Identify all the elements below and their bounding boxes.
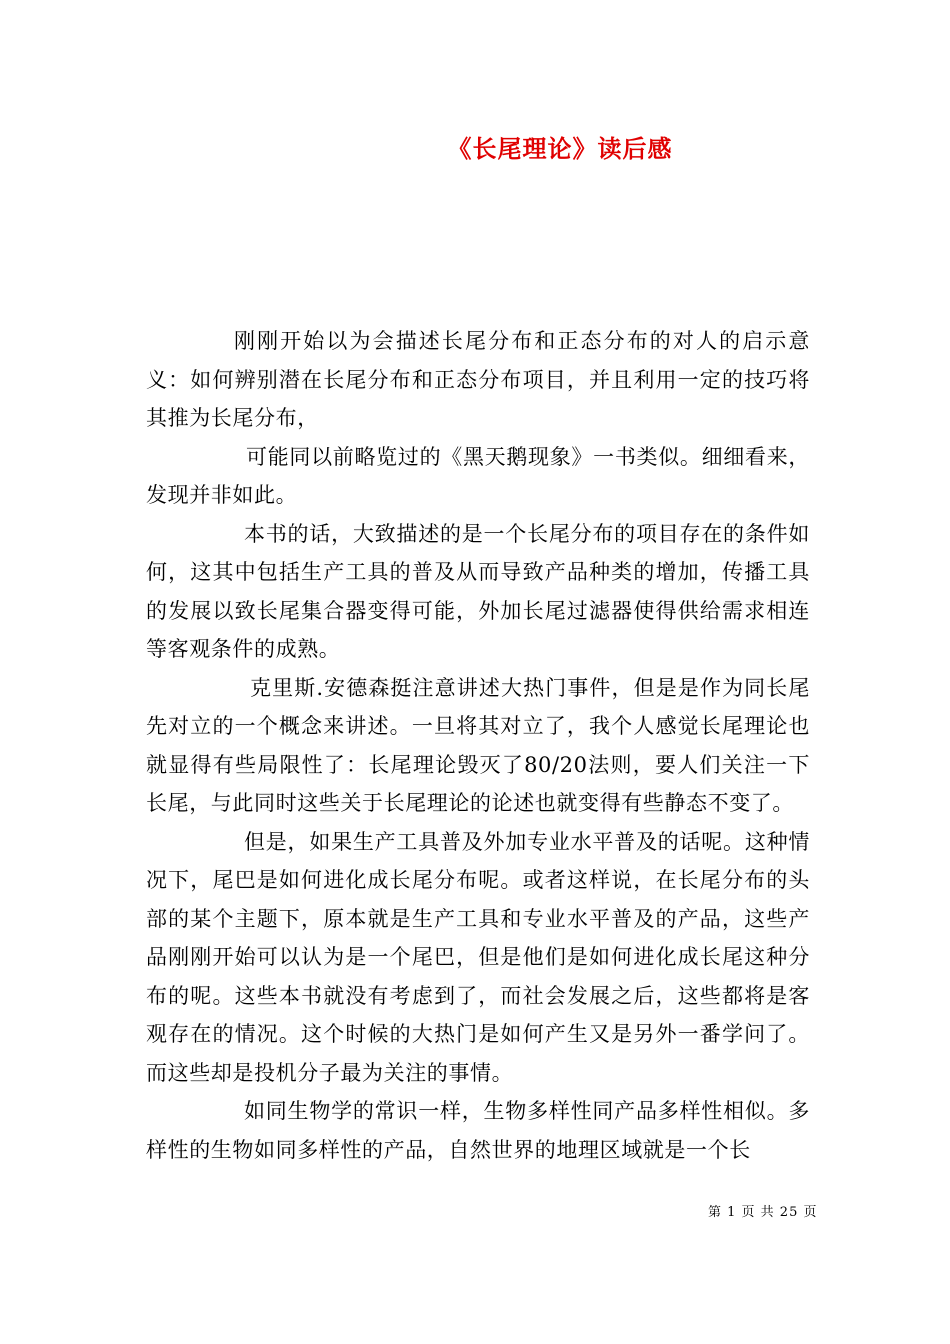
paragraph-2: 可能同以前略览过的《黑天鹅现象》一书类似。细细看来，发现并非如此。 <box>146 444 810 507</box>
document-body <box>146 322 810 1169</box>
paragraph-3: 本书的话，大致描述的是一个长尾分布的项目存在的条件如何，这其中包括生产工具的普及从而导致产品种类的增加，传播工具的发展以致长尾集合器变得可能，外加长尾过滤器使得供给需求相连等客观条件的成熟。 <box>146 521 810 661</box>
paragraph-5: 但是，如果生产工具普及外加专业水平普及的话呢。这种情况下，尾巴是如何进化成长尾分布呢。或者这样说，在长尾分布的头部的某个主题下，原本就是生产工具和专业水平普及的产品，这些产品刚刚开始可以认为是一个尾巴，但是他们是如何进化成长尾这种分布的呢。这些本书就没有考虑到了，而社会发展之后，这些都将是客观存在的情况。这个时候的大热门是如何产生又是另外一番学问了。而这些却是投机分子最为关注的事情。 <box>146 829 810 1085</box>
document-title <box>0 132 950 166</box>
paragraph-6: 如同生物学的常识一样，生物多样性同产品多样性相似。多样性的生物如同多样性的产品，自然世界的地理区域就是一个长 <box>146 1099 810 1162</box>
page-number: 第 1 页 共 25 页 <box>708 1205 818 1220</box>
paragraph-1: 刚刚开始以为会描述长尾分布和正态分布的对人的启示意义：如何辨别潜在长尾分布和正态分布项目，并且利用一定的技巧将其推为长尾分布， <box>146 329 810 430</box>
title-text: 《长尾理论》读后感 <box>447 135 673 163</box>
paragraph-4: 克里斯.安德森挺注意讲述大热门事件，但是是作为同长尾先对立的一个概念来讲述。一旦将其对立了，我个人感觉长尾理论也就显得有些局限性了：长尾理论毁灭了80/20法则，要人们关注一下长尾，与此同时这些关于长尾理论的论述也就变得有些静态不变了。 <box>146 675 810 815</box>
